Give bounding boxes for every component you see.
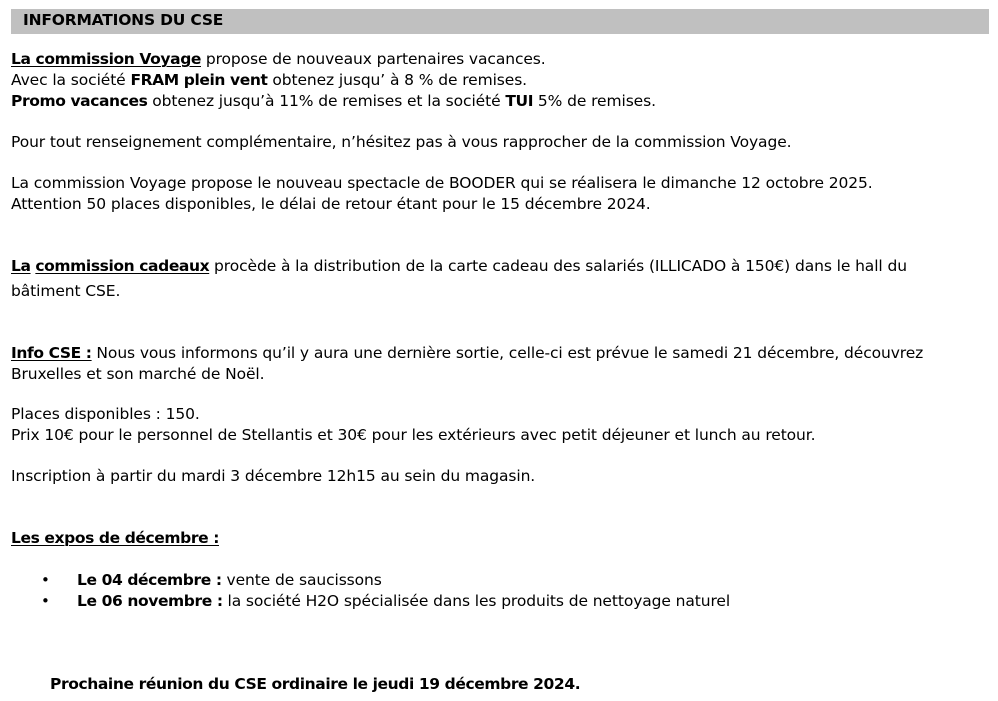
bullet-icon: • [41, 571, 50, 589]
bullet-icon: • [41, 592, 50, 610]
expo-item-text: la société H2O spécialisée dans les produits de nettoyage naturel [222, 592, 731, 610]
voyage-intro-line [11, 49, 546, 69]
info-inscription: Inscription à partir du mardi 3 décembre 12h15 au sein du magasin. [11, 467, 536, 485]
fram-name: FRAM plein vent [130, 71, 268, 89]
tui-suffix: 5% de remises. [533, 92, 656, 110]
expo-item-text: vente de saucissons [221, 571, 382, 589]
expo-item-1 [77, 570, 382, 590]
cadeaux-line-2: bâtiment CSE. [11, 282, 121, 300]
voyage-intro-text: propose de nouveaux partenaires vacances. [201, 50, 546, 68]
expo-item-date: Le 06 novembre : [77, 592, 223, 610]
expo-item-date: Le 04 décembre : [77, 571, 222, 589]
section-title: INFORMATIONS DU CSE [23, 11, 224, 29]
fram-suffix: obtenez jusqu’ à 8 % de remises. [267, 71, 527, 89]
voyage-contact-line: Pour tout renseignement complémentaire, n’hésitez pas à vous rapprocher de la commission Voyage. [11, 133, 792, 151]
info-prix: Prix 10€ pour le personnel de Stellantis et 30€ pour les extérieurs avec petit déjeuner et lunch au retour. [11, 426, 816, 444]
section-header-bar [11, 9, 989, 34]
cadeaux-line-1 [11, 256, 907, 276]
promo-mid: obtenez jusqu’à 11% de remises et la société [147, 92, 506, 110]
cadeaux-heading-part2: commission cadeaux [35, 257, 210, 275]
info-heading: Info CSE : [11, 344, 92, 362]
tui-name: TUI [505, 92, 534, 110]
next-meeting-text: Prochaine réunion du CSE ordinaire le jeudi 19 décembre 2024. [50, 675, 581, 693]
next-meeting-note [50, 674, 580, 694]
cadeaux-line-1-text: procède à la distribution de la carte cadeau des salariés (ILLICADO à 150€) dans le hall du [209, 257, 907, 275]
voyage-heading: La commission Voyage [11, 50, 201, 68]
promo-name: Promo vacances [11, 92, 148, 110]
info-places: Places disponibles : 150. [11, 405, 200, 423]
voyage-promo-line [11, 91, 656, 111]
expos-heading-line [11, 528, 219, 548]
info-line-2: Bruxelles et son marché de Noël. [11, 365, 265, 383]
spectacle-line-2: Attention 50 places disponibles, le délai de retour étant pour le 15 décembre 2024. [11, 195, 651, 213]
spectacle-line-1: La commission Voyage propose le nouveau spectacle de BOODER qui se réalisera le dimanche 12 octobre 2025. [11, 174, 873, 192]
info-line-1-text: Nous vous informons qu’il y aura une dernière sortie, celle-ci est prévue le samedi 21 décembre, découvrez [91, 344, 924, 362]
fram-prefix: Avec la société [11, 71, 131, 89]
expo-item-2 [77, 591, 730, 611]
cadeaux-heading-part1: La [11, 257, 31, 275]
voyage-fram-line [11, 70, 527, 90]
info-line-1 [11, 343, 923, 363]
expos-heading: Les expos de décembre : [11, 529, 219, 547]
